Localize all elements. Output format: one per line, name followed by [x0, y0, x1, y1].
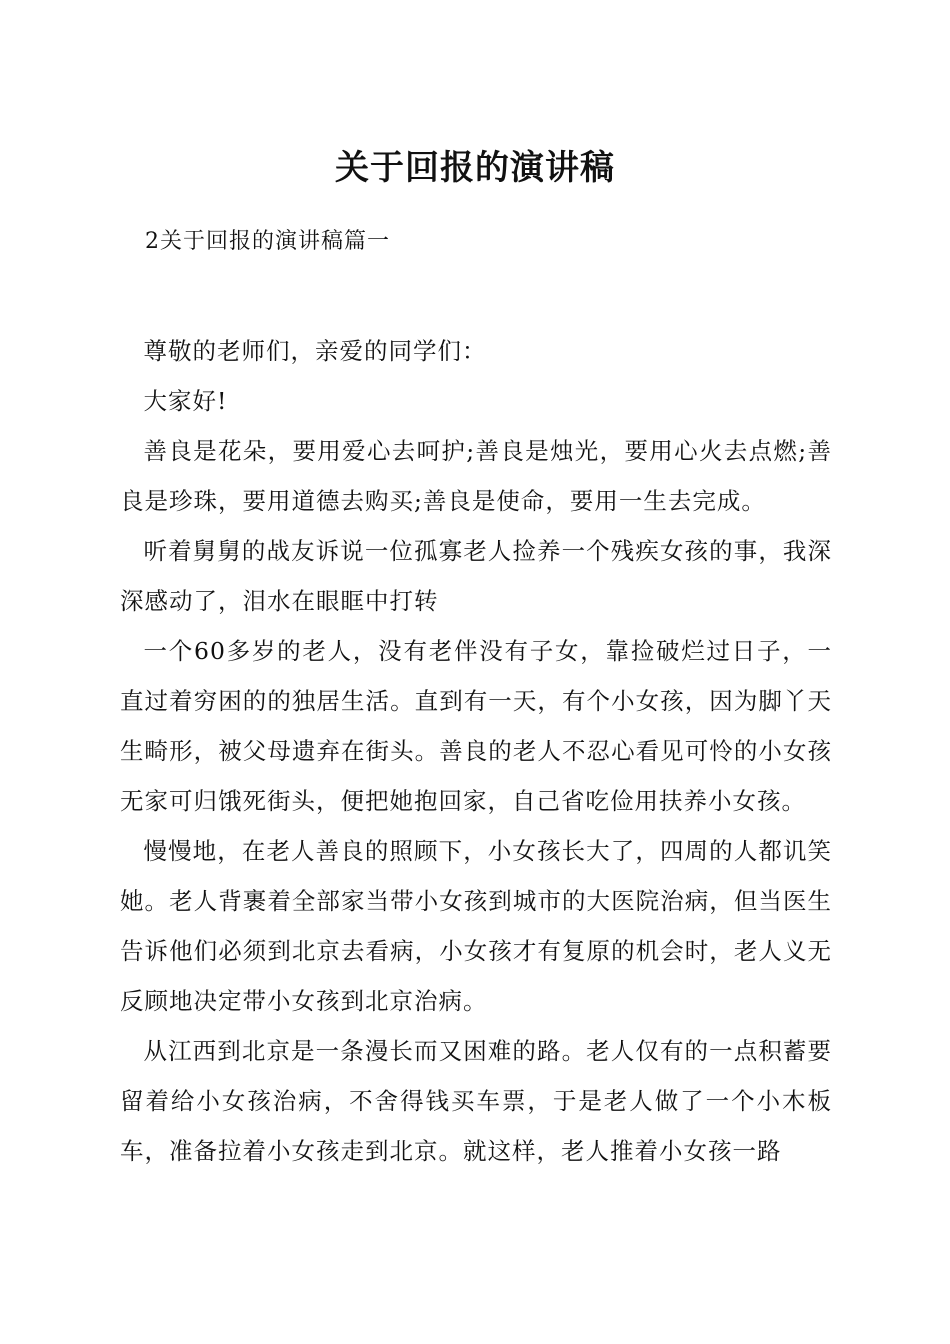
paragraph-greeting: 尊敬的老师们，亲爱的同学们：	[143, 337, 487, 365]
paragraph-story-intro: 听着舅舅的战友诉说一位孤寡老人捡养一个残疾女孩的事，我深深感动了，泪水在眼眶中打转	[120, 537, 832, 615]
paragraph-kindness: 善良是花朵，要用爱心去呵护;善良是烛光，要用心火去点燃;善良是珍珠，要用道德去购买;善良是使命，要用一生去完成。	[120, 437, 832, 515]
paragraph-journey: 从江西到北京是一条漫长而又困难的路。老人仅有的一点积蓄要留着给小女孩治病，不舍得钱买车票，于是老人做了一个小木板车，准备拉着小女孩走到北京。就这样，老人推着小女孩一路	[120, 1037, 832, 1165]
document-title: 关于回报的演讲稿	[335, 148, 615, 188]
paragraph-growing-up: 慢慢地，在老人善良的照顾下，小女孩长大了，四周的人都讥笑她。老人背裹着全部家当带小女孩到城市的大医院治病，但当医生告诉他们必须到北京去看病，小女孩才有复原的机会时，老人义无反顾地决定带小女孩到北京治病。	[120, 837, 832, 1015]
document-body	[120, 326, 832, 1176]
paragraph-hello: 大家好!	[143, 387, 228, 415]
paragraph-old-man: 一个60多岁的老人，没有老伴没有子女，靠捡破烂过日子，一直过着穷困的的独居生活。直到有一天，有个小女孩，因为脚丫天生畸形，被父母遗弃在街头。善良的老人不忍心看见可怜的小女孩无家可归饿死街头，便把她抱回家，自己省吃俭用扶养小女孩。	[120, 637, 832, 815]
document-subtitle: 2关于回报的演讲稿篇一	[145, 229, 390, 254]
